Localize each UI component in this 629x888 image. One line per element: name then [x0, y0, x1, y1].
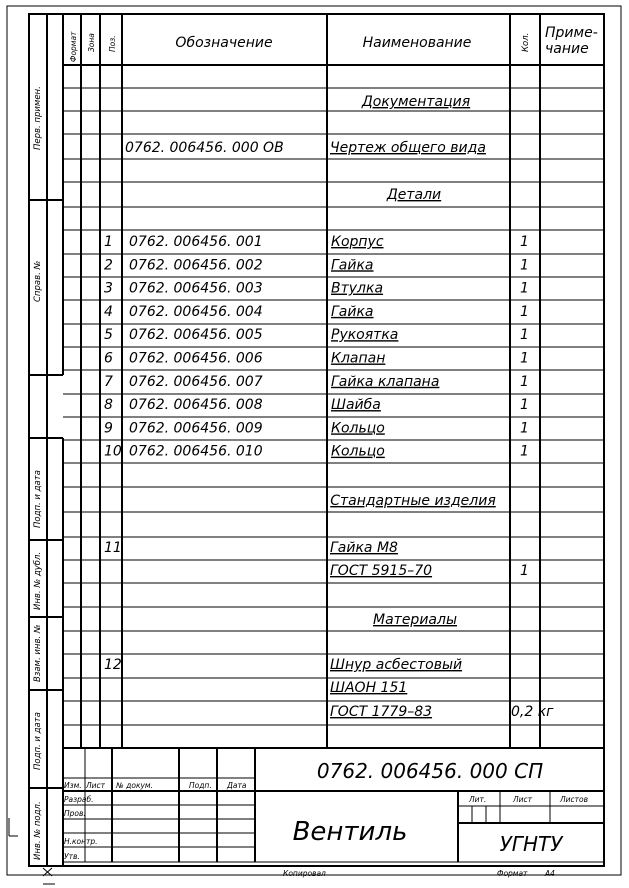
standard-qty: 1 [520, 563, 529, 579]
part-pos: 8 [104, 397, 113, 414]
part-pos: 3 [104, 280, 113, 297]
part-name: Корпус [331, 234, 384, 250]
header-name: Наименование [362, 35, 472, 51]
part-designation: 0762. 006456. 009 [129, 420, 263, 437]
tb-listov: Листов [560, 795, 589, 804]
part-qty: 1 [520, 373, 529, 390]
part-name: Гайка [331, 257, 374, 274]
part-qty: 1 [520, 420, 529, 437]
header-note-line1: Приме- [545, 25, 598, 41]
part-pos: 6 [104, 350, 113, 367]
part-name: Клапан [331, 350, 386, 367]
tb-prov: Пров. [64, 809, 86, 818]
standard-name1: Гайка М8 [330, 540, 398, 556]
part-name: Кольцо [331, 420, 385, 437]
part-qty: 1 [520, 280, 529, 297]
part-pos: 1 [104, 234, 113, 250]
side-label-podp-data-2: Подп. и дата [33, 712, 43, 770]
part-designation: 0762. 006456. 005 [129, 327, 263, 344]
footer-format: Формат [497, 869, 528, 878]
org-name: УГНТУ [499, 832, 563, 856]
part-qty: 1 [520, 303, 529, 320]
doc-code: 0762. 006456. 000 СП [316, 759, 544, 783]
part-pos: 9 [104, 420, 113, 437]
tb-ndokum: № докум. [116, 781, 153, 790]
part-pos: 7 [104, 373, 113, 390]
doc-designation: 0762. 006456. 000 ОВ [125, 140, 284, 156]
tb-utv: Утв. [64, 852, 80, 861]
tb-list2: Лист [513, 795, 533, 804]
part-pos: 10 [104, 443, 122, 460]
tb-list: Лист [86, 781, 106, 790]
section-standard: Стандартные изделия [330, 493, 496, 509]
section-materials: Материалы [373, 612, 457, 628]
footer-kopiroval: Копировал [283, 869, 326, 878]
tb-podp: Подп. [189, 781, 212, 790]
part-qty: 1 [520, 350, 529, 367]
side-label-inv-podl: Инв. № подл. [33, 801, 43, 860]
part-name: Шайба [331, 397, 381, 414]
standard-name2: ГОСТ 5915–70 [330, 563, 433, 579]
footer-format-value: А4 [545, 869, 555, 878]
material-name2: ШАОН 151 [330, 680, 408, 696]
side-label-vzam-inv: Взам. инв. № [33, 624, 43, 682]
tb-nkontr: Н.контр. [64, 837, 98, 846]
header-qty: Кол. [521, 32, 531, 52]
part-qty: 1 [520, 443, 529, 460]
material-name3: ГОСТ 1779–83 [330, 704, 433, 720]
doc-name: Чертеж общего вида [330, 140, 486, 156]
side-label-perv-primen: Перв. примен. [33, 86, 43, 150]
tb-razrab: Разраб. [64, 795, 94, 804]
part-designation: 0762. 006456. 008 [129, 397, 263, 414]
part-qty: 1 [520, 327, 529, 344]
part-name: Гайка клапана [331, 373, 440, 390]
part-name: Гайка [331, 303, 374, 320]
part-name: Рукоятка [331, 327, 399, 344]
tb-lit: Лит. [469, 795, 487, 804]
side-label-inv-dubl: Инв. № дубл. [33, 551, 43, 610]
side-label-podp-data-1: Подп. и дата [33, 470, 43, 528]
part-pos: 2 [104, 257, 113, 274]
material-name1: Шнур асбестовый [330, 657, 463, 673]
section-documentation: Документация [361, 94, 471, 110]
standard-pos: 11 [104, 540, 122, 556]
part-designation: 0762. 006456. 002 [129, 257, 263, 274]
part-designation: 0762. 006456. 001 [129, 234, 263, 250]
part-designation: 0762. 006456. 010 [129, 443, 263, 460]
part-name: Втулка [331, 280, 384, 297]
header-pos: Поз. [108, 35, 117, 52]
part-designation: 0762. 006456. 003 [129, 280, 263, 297]
product-title: Вентиль [292, 817, 408, 847]
corner-axis-mark [9, 818, 55, 884]
material-pos: 12 [104, 657, 122, 673]
part-pos: 4 [104, 303, 113, 320]
header-format: Формат [69, 31, 78, 62]
tb-izm: Изм. [64, 781, 82, 790]
header-note-line2: чание [545, 41, 589, 57]
header-zone: Зона [87, 33, 96, 52]
part-qty: 1 [520, 397, 529, 414]
part-designation: 0762. 006456. 006 [129, 350, 263, 367]
tb-data: Дата [227, 781, 247, 790]
side-label-sprav: Справ. № [33, 260, 43, 302]
header-designation: Обозначение [175, 35, 273, 51]
part-name: Кольцо [331, 443, 385, 460]
part-qty: 1 [520, 257, 529, 274]
material-qty: 0,2 кг [511, 704, 554, 720]
part-designation: 0762. 006456. 004 [129, 303, 263, 320]
part-qty: 1 [520, 234, 529, 250]
section-parts: Детали [386, 187, 442, 203]
part-pos: 5 [104, 327, 113, 344]
part-designation: 0762. 006456. 007 [129, 373, 263, 390]
